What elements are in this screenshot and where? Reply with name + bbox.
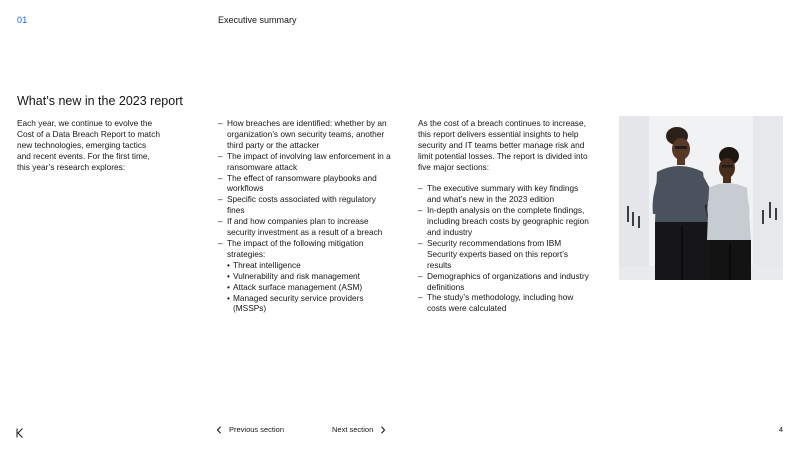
next-section-link[interactable] bbox=[332, 425, 386, 434]
next-section-label: Next section bbox=[332, 425, 374, 434]
section-title: Executive summary bbox=[218, 15, 297, 25]
list-item-text: Specific costs associated with regulatory fines bbox=[227, 194, 376, 216]
dash-mark: – bbox=[218, 194, 223, 205]
list-item-text: The study’s methodology, including how costs were calculated bbox=[427, 292, 574, 314]
strategies-list bbox=[227, 260, 393, 315]
list-item-text: Security recommendations from IBM Security experts based on this report’s results bbox=[427, 237, 568, 270]
previous-section-label: Previous section bbox=[229, 425, 285, 434]
list-item-text: The impact of the following mitigation strategies: bbox=[227, 237, 364, 259]
list-item-text: The executive summary with key findings and what’s new in the 2023 edition bbox=[427, 183, 579, 205]
chevron-left-icon bbox=[216, 426, 222, 434]
list-item bbox=[218, 194, 393, 216]
intro-line: Each year, we continue to evolve the bbox=[17, 118, 153, 128]
dash-mark: – bbox=[418, 270, 423, 281]
dash-mark: – bbox=[418, 237, 423, 248]
list-item bbox=[418, 292, 593, 314]
sub-list-item-text: Managed security service providers (MSSPs) bbox=[233, 292, 364, 314]
list-item bbox=[418, 238, 593, 271]
previous-section-link[interactable] bbox=[216, 425, 284, 434]
bullet-mark: • bbox=[227, 259, 230, 270]
intro-line: new technologies, emerging tactics bbox=[17, 139, 147, 150]
list-item-text: If and how companies plan to increase security investment as a result of a breach bbox=[227, 216, 383, 238]
list-item bbox=[418, 205, 593, 238]
research-topics-list bbox=[218, 118, 393, 314]
list-item bbox=[418, 183, 593, 205]
list-item-text: In-depth analysis on the complete findings, including breach costs by geographic region and industry bbox=[427, 205, 589, 238]
list-item bbox=[218, 216, 393, 238]
intro-line: Cost of a Data Breach Report to match bbox=[17, 128, 160, 139]
list-item bbox=[418, 271, 593, 293]
dash-mark: – bbox=[218, 216, 223, 227]
team-photo bbox=[619, 116, 783, 280]
bullet-mark: • bbox=[227, 292, 230, 303]
sub-list-item bbox=[227, 282, 393, 293]
dash-mark: – bbox=[418, 292, 423, 303]
intro-line: and recent events. For the first time, bbox=[17, 150, 150, 161]
sub-list-item bbox=[227, 293, 393, 315]
list-item-text: The impact of involving law enforcement in a ransomware attack bbox=[227, 150, 391, 172]
dash-mark: – bbox=[218, 172, 223, 183]
list-item bbox=[218, 238, 393, 314]
report-sections-list bbox=[418, 183, 593, 314]
sub-list-item-text: Vulnerability and risk management bbox=[233, 270, 360, 281]
dash-mark: – bbox=[418, 183, 423, 194]
intro-line: this year’s research explores: bbox=[17, 161, 126, 172]
sub-list-item-text: Attack surface management (ASM) bbox=[233, 281, 363, 292]
list-item-text: How breaches are identified: whether by an organization’s own security teams, another third party or the attacker bbox=[227, 118, 387, 150]
sub-list-item-text: Threat intelligence bbox=[233, 259, 301, 270]
bullet-mark: • bbox=[227, 270, 230, 281]
report-sections-column bbox=[418, 118, 593, 314]
bullet-mark: • bbox=[227, 281, 230, 292]
dash-mark: – bbox=[218, 150, 223, 161]
list-item bbox=[218, 151, 393, 173]
page-number: 4 bbox=[778, 425, 783, 434]
list-item bbox=[218, 173, 393, 195]
list-item-text: Demographics of organizations and industry definitions bbox=[427, 270, 589, 292]
sub-list-item bbox=[227, 260, 393, 271]
list-item-text: The effect of ransomware playbooks and workflows bbox=[227, 172, 377, 194]
sub-list-item bbox=[227, 271, 393, 282]
ibm-logo-icon[interactable] bbox=[16, 425, 24, 435]
dash-mark: – bbox=[418, 205, 423, 216]
chevron-right-icon bbox=[380, 426, 386, 434]
intro-paragraph bbox=[17, 118, 187, 173]
summary-paragraph: As the cost of a breach continues to increase, this report delivers essential insights to help security and IT teams better manage risk and limit potential losses. The report is divided into five major sections: bbox=[418, 118, 588, 172]
dash-mark: – bbox=[218, 118, 223, 128]
dash-mark: – bbox=[218, 237, 223, 248]
section-number: 01 bbox=[17, 15, 28, 25]
list-item bbox=[218, 118, 393, 151]
page-heading: What’s new in the 2023 report bbox=[17, 94, 183, 108]
